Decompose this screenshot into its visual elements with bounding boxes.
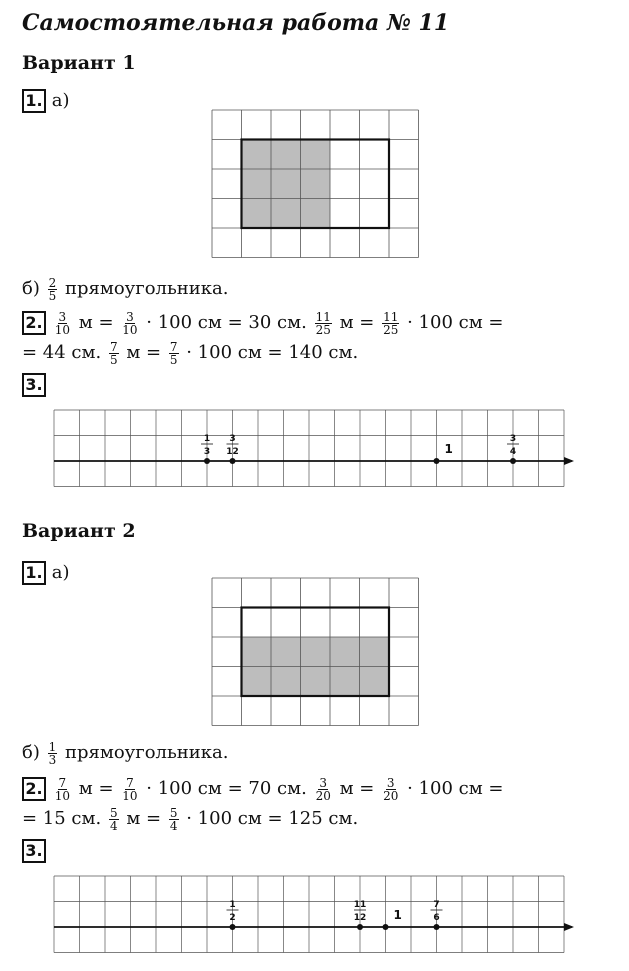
expr-fraction: $\frac{3}{10}$ bbox=[122, 309, 138, 337]
point-marker bbox=[357, 924, 363, 930]
point-label-denominator: 12 bbox=[226, 447, 239, 457]
expr-fraction: $\frac{5}{4}$ bbox=[169, 805, 178, 833]
page-title: Самостоятельная работа № 11 bbox=[22, 10, 450, 36]
expr-fraction: $\frac{11}{25}$ bbox=[315, 309, 331, 337]
v2-task1-number: 1. bbox=[22, 561, 46, 585]
point-label-denominator: 2 bbox=[229, 913, 236, 923]
axis-arrow bbox=[564, 923, 574, 931]
v2-grid-figure bbox=[210, 576, 420, 726]
expr-text: · 100 см = 30 см. bbox=[140, 312, 313, 333]
expr-text: м = bbox=[73, 312, 120, 333]
expr-text: · 100 см = 140 см. bbox=[180, 342, 359, 363]
expr-fraction: $\frac{5}{4}$ bbox=[109, 805, 118, 833]
expr-text: · 100 см = 125 см. bbox=[180, 808, 359, 829]
expr-fraction: $\frac{3}{10}$ bbox=[54, 309, 71, 337]
v1-task2-number: 2. bbox=[22, 311, 46, 335]
v2-task3-number: 3. bbox=[22, 839, 46, 863]
point-label-denominator: 6 bbox=[433, 913, 440, 923]
v2-task2-expr1 bbox=[52, 775, 504, 803]
point-marker bbox=[204, 458, 210, 464]
expr-fraction: $\frac{7}{5}$ bbox=[169, 339, 178, 367]
v1-task3-header bbox=[22, 372, 46, 398]
v1-task1-header bbox=[22, 88, 70, 114]
v1-task2-line1 bbox=[22, 310, 504, 336]
v2-part-b-prefix: б) bbox=[22, 742, 40, 763]
point-label-numerator: 1 bbox=[229, 900, 236, 910]
expr-fraction: $\frac{7}{5}$ bbox=[109, 339, 118, 367]
point-marker bbox=[383, 924, 389, 930]
point-label-numerator: 11 bbox=[353, 900, 367, 910]
point-marker bbox=[230, 458, 236, 464]
v1-task2-line2 bbox=[22, 340, 358, 366]
v1-task1-number: 1. bbox=[22, 89, 46, 113]
expr-fraction: $\frac{3}{20}$ bbox=[315, 775, 331, 803]
expr-text: · 100 см = bbox=[401, 312, 504, 333]
v2-task1-part-b bbox=[22, 740, 228, 766]
v2-number-line bbox=[52, 874, 582, 958]
v2-task1-header bbox=[22, 560, 70, 586]
v2-task1-part-a: а) bbox=[51, 562, 70, 583]
expr-text: = 44 см. bbox=[22, 342, 107, 363]
expr-text: м = bbox=[333, 778, 381, 799]
point-marker bbox=[434, 924, 440, 930]
expr-text: · 100 см = 70 см. bbox=[140, 778, 313, 799]
v1-task1-part-b bbox=[22, 276, 228, 302]
v1-task1-part-a: а) bbox=[51, 90, 70, 111]
v1-part-b-prefix: б) bbox=[22, 278, 40, 299]
variant-2-heading: Вариант 2 bbox=[22, 520, 136, 542]
v2-task2-number: 2. bbox=[22, 777, 46, 801]
axis-arrow bbox=[564, 457, 574, 465]
v2-task3-header bbox=[22, 838, 46, 864]
v1-answer-fraction: $\frac{2}{5}$ bbox=[48, 275, 57, 303]
expr-fraction: $\frac{3}{20}$ bbox=[383, 775, 399, 803]
v1-grid-figure bbox=[210, 108, 420, 258]
variant-1-heading: Вариант 1 bbox=[22, 52, 136, 74]
v2-answer-fraction: $\frac{1}{3}$ bbox=[48, 739, 57, 767]
expr-fraction: $\frac{11}{25}$ bbox=[383, 309, 399, 337]
point-marker bbox=[510, 458, 516, 464]
expr-text: · 100 см = bbox=[401, 778, 504, 799]
point-label-denominator: 4 bbox=[509, 447, 517, 457]
point-label-numerator: 7 bbox=[433, 900, 440, 910]
expr-text: м = bbox=[333, 312, 381, 333]
expr-text: м = bbox=[120, 342, 167, 363]
point-label-numerator: 3 bbox=[509, 434, 517, 444]
expr-text: м = bbox=[120, 808, 167, 829]
v1-part-b-text: прямоугольника. bbox=[64, 278, 229, 299]
shaded-area bbox=[242, 140, 331, 229]
expr-fraction: $\frac{7}{10}$ bbox=[122, 775, 138, 803]
v2-part-b-text: прямоугольника. bbox=[64, 742, 229, 763]
point-label: 1 bbox=[393, 908, 402, 922]
v2-task2-line1 bbox=[22, 776, 504, 802]
expr-fraction: $\frac{7}{10}$ bbox=[54, 775, 71, 803]
point-label: 1 bbox=[444, 442, 453, 456]
point-marker bbox=[434, 458, 440, 464]
v1-task3-number: 3. bbox=[22, 373, 46, 397]
point-label-denominator: 3 bbox=[203, 447, 211, 457]
point-marker bbox=[230, 924, 236, 930]
point-label-numerator: 1 bbox=[203, 434, 211, 444]
point-label-numerator: 3 bbox=[229, 434, 236, 444]
v1-number-line bbox=[52, 408, 582, 490]
v1-task2-expr1 bbox=[52, 309, 504, 337]
v2-task2-line2 bbox=[22, 806, 358, 832]
expr-text: = 15 см. bbox=[22, 808, 107, 829]
point-label-denominator: 12 bbox=[353, 913, 367, 923]
expr-text: м = bbox=[73, 778, 120, 799]
